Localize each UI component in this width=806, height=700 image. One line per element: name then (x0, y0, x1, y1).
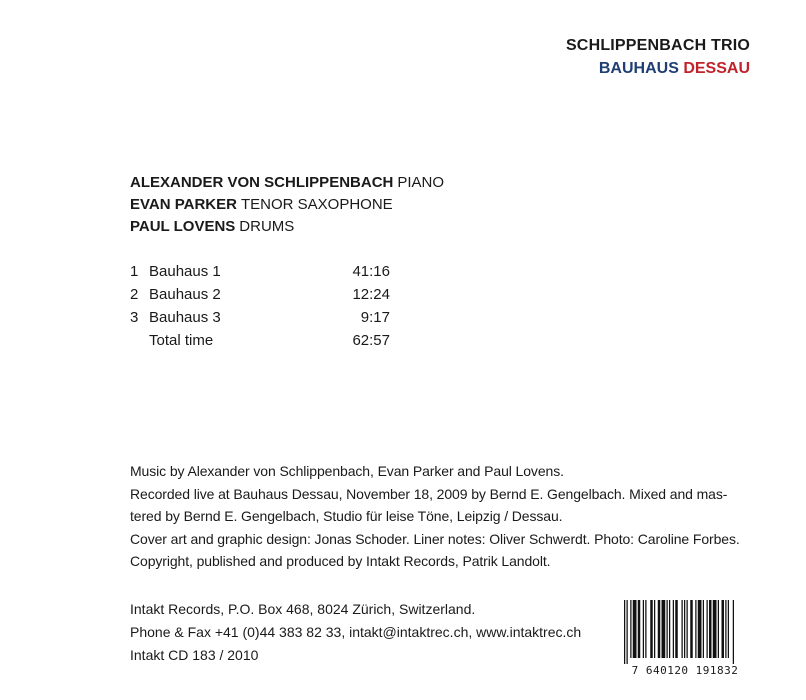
album-title (566, 58, 750, 80)
track-row (130, 283, 390, 306)
track-row (130, 260, 390, 283)
track-title: Bauhaus 1 (149, 263, 221, 280)
track-title: Bauhaus 2 (149, 286, 221, 303)
credit-line: Music by Alexander von Schlippenbach, Evan Parker and Paul Lovens. (130, 463, 564, 479)
musician-line (130, 194, 444, 216)
barcode-bars (620, 598, 750, 664)
musician-name: PAUL LOVENS (130, 218, 236, 235)
track-list (130, 260, 390, 352)
credit-line: Recorded live at Bauhaus Dessau, November 18, 2009 by Bernd E. Gengelbach. Mixed and mas- (130, 485, 728, 502)
track-duration: 12:24 (352, 286, 390, 303)
track-number: 2 (130, 286, 139, 303)
musician-name: ALEXANDER VON SCHLIPPENBACH (130, 174, 394, 191)
track-title: Bauhaus 3 (149, 309, 221, 326)
musician-line (130, 216, 444, 238)
total-time-row (130, 329, 390, 352)
label-address: Intakt Records, P.O. Box 468, 8024 Zürich, Switzerland. (130, 601, 476, 617)
track-duration: 41:16 (352, 263, 390, 280)
album-title-word-1: BAUHAUS (598, 60, 679, 77)
label-phone-email-web: Phone & Fax +41 (0)44 383 82 33, intakt@intaktrec.ch, www.intaktrec.ch (130, 624, 582, 640)
total-time-value: 62:57 (352, 332, 390, 349)
label-contact (130, 598, 581, 667)
track-duration: 9:17 (360, 309, 390, 326)
musician-instrument: DRUMS (239, 218, 295, 235)
band-name: SCHLIPPENBACH TRIO (565, 37, 750, 54)
barcode (620, 598, 750, 680)
musician-line (130, 172, 444, 194)
track-number: 1 (130, 263, 139, 280)
musician-instrument: PIANO (397, 174, 445, 191)
total-time-label: Total time (149, 332, 214, 349)
track-row (130, 306, 390, 329)
credit-line: Copyright, published and produced by Intakt Records, Patrik Landolt. (130, 553, 551, 569)
barcode-digits: 7 640120 191832 (631, 664, 739, 677)
album-header (566, 36, 750, 80)
credit-line: tered by Bernd E. Gengelbach, Studio für leise Töne, Leipzig / Dessau. (130, 508, 563, 524)
musician-name: EVAN PARKER (130, 196, 237, 213)
musician-instrument: TENOR SAXOPHONE (240, 196, 393, 213)
catalog-number: Intakt CD 183 / 2010 (130, 647, 259, 663)
credit-line: Cover art and graphic design: Jonas Schoder. Liner notes: Oliver Schwerdt. Photo: Caroline Forbes. (130, 530, 740, 547)
album-title-word-2: DESSAU (683, 60, 750, 77)
musician-list (130, 172, 444, 238)
credits-block (130, 460, 750, 573)
track-number: 3 (130, 309, 139, 326)
